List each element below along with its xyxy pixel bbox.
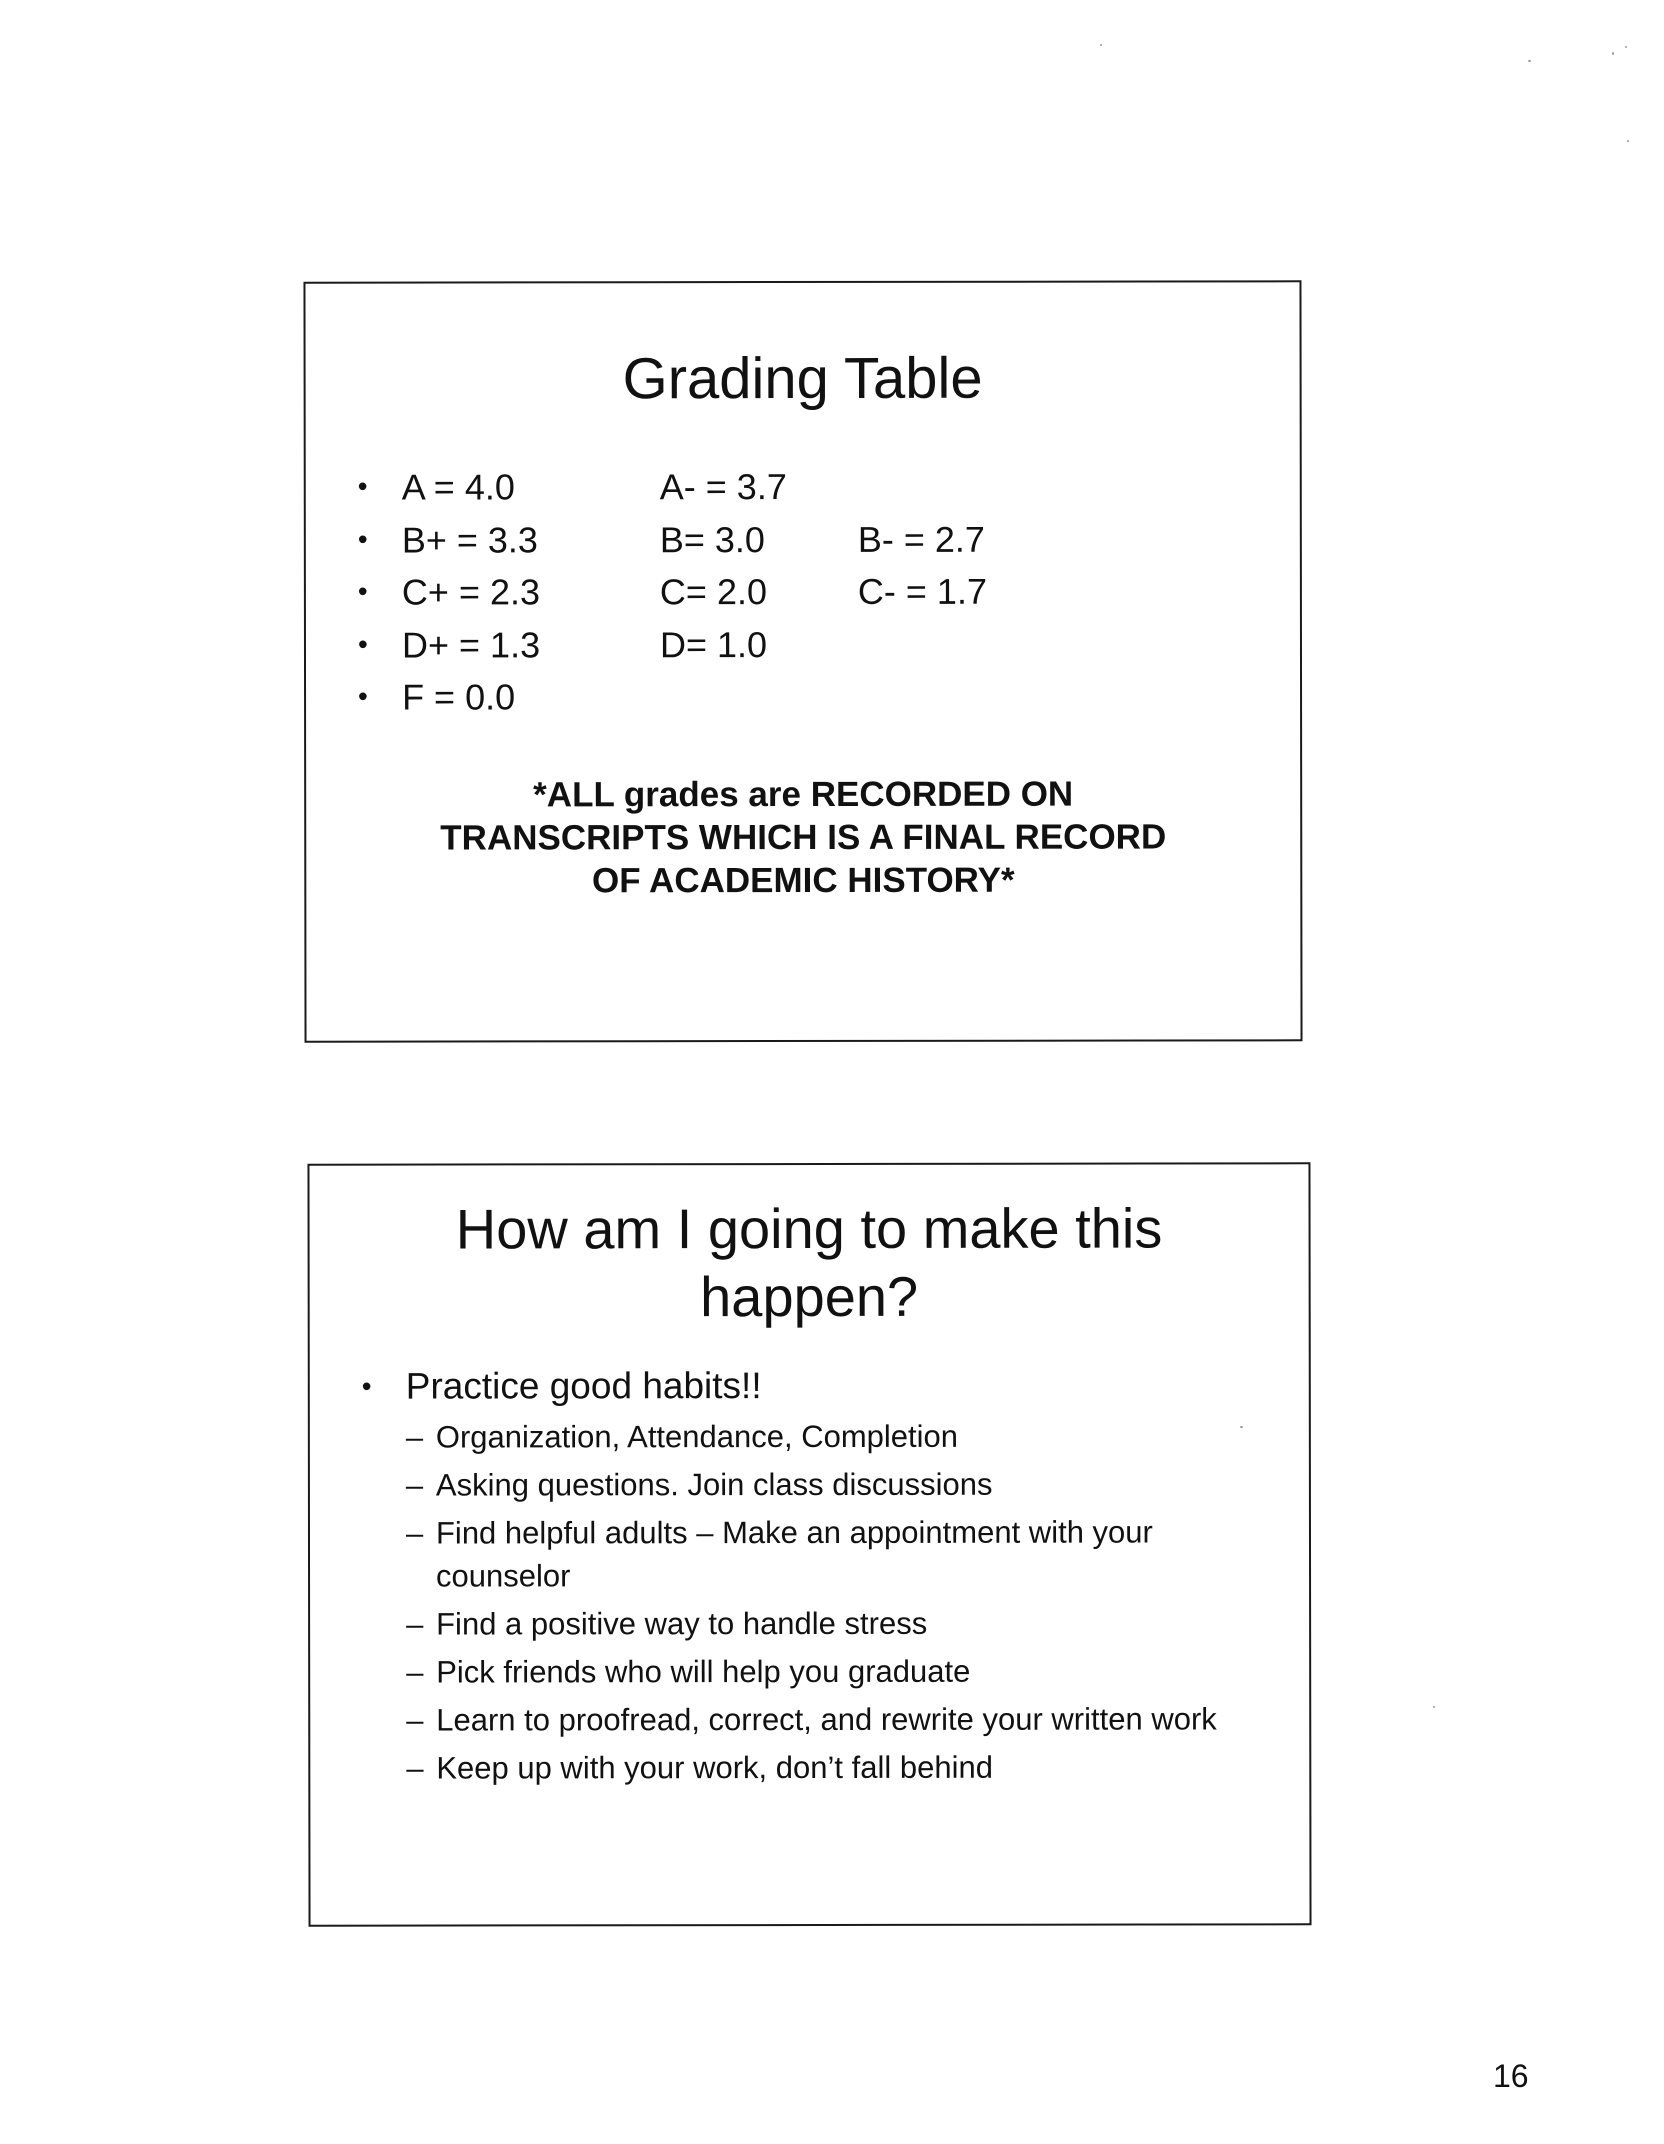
- scan-speck: [1100, 44, 1102, 46]
- grade-value: F = 0.0: [402, 676, 516, 718]
- transcript-note: [346, 772, 1260, 902]
- grading-table-slide: [303, 280, 1302, 1042]
- grade-value: C+ = 2.3: [401, 571, 541, 613]
- bullet-icon: •: [358, 680, 368, 712]
- note-line: *ALL grades are RECORDED ON: [533, 774, 1074, 815]
- scan-speck: [1240, 1426, 1243, 1428]
- scan-speck: [1612, 52, 1614, 55]
- sub-list-item-label: Asking questions. Join class discussions: [435, 1466, 993, 1503]
- sub-list-item: [406, 1745, 1236, 1789]
- sub-list-item: [406, 1697, 1236, 1741]
- habits-list: [362, 1360, 1270, 1794]
- sub-list-item: [406, 1510, 1236, 1597]
- sub-list-item-label: Pick friends who will help you graduate: [436, 1653, 971, 1690]
- bullet-icon: •: [357, 523, 368, 555]
- scan-speck: [1528, 60, 1531, 62]
- bullet-icon: •: [357, 575, 368, 607]
- sub-list: [362, 1414, 1270, 1789]
- grade-value: B= 3.0: [659, 518, 765, 560]
- list-item: [362, 1360, 1269, 1411]
- scan-speck: [1433, 1706, 1435, 1708]
- grade-value: C= 2.0: [659, 571, 768, 613]
- grade-value: C- = 1.7: [857, 570, 987, 612]
- scan-speck: [1625, 46, 1627, 48]
- title-line: How am I going to make this: [455, 1196, 1163, 1261]
- sub-list-item: [406, 1414, 1236, 1458]
- slide-title: [310, 1194, 1309, 1331]
- sub-list-item: [406, 1649, 1236, 1693]
- sub-list-item-label: Find helpful adults – Make an appointment with your counselor: [435, 1514, 1153, 1594]
- sub-list-item-label: Organization, Attendance, Completion: [435, 1418, 959, 1455]
- slide-title: Grading Table: [622, 345, 983, 412]
- bullet-icon: •: [357, 470, 368, 502]
- bullet-icon: •: [361, 1370, 372, 1402]
- dash-icon: –: [405, 1419, 424, 1455]
- dash-icon: –: [406, 1654, 424, 1690]
- title-line: happen?: [700, 1264, 919, 1329]
- dash-icon: –: [406, 1702, 424, 1738]
- dash-icon: –: [405, 1467, 424, 1503]
- sub-list-item: [406, 1462, 1236, 1506]
- grade-value: A- = 3.7: [659, 466, 787, 508]
- grade-value: A = 4.0: [401, 466, 515, 508]
- sub-list-item-label: Find a positive way to handle stress: [436, 1605, 928, 1642]
- bullet-icon: •: [357, 628, 368, 660]
- dash-icon: –: [406, 1750, 424, 1786]
- habits-slide: [307, 1162, 1311, 1926]
- note-line: OF ACADEMIC HISTORY*: [591, 860, 1015, 901]
- grade-value: D+ = 1.3: [401, 623, 541, 666]
- sub-list-item: [406, 1601, 1236, 1645]
- note-line: TRANSCRIPTS WHICH IS A FINAL RECORD: [440, 817, 1167, 858]
- list-item-label: Practice good habits!!: [405, 1365, 762, 1407]
- grade-value: B- = 2.7: [857, 518, 985, 560]
- scan-speck: [1627, 140, 1629, 142]
- page-number: 16: [1493, 2058, 1529, 2094]
- dash-icon: –: [405, 1515, 424, 1551]
- sub-list-item-label: Keep up with your work, don’t fall behind: [436, 1749, 993, 1786]
- grade-value: D= 1.0: [659, 623, 768, 665]
- dash-icon: –: [406, 1606, 424, 1642]
- sub-list-item-label: Learn to proofread, correct, and rewrite your written work: [436, 1701, 1217, 1738]
- grade-value: B+ = 3.3: [401, 518, 538, 561]
